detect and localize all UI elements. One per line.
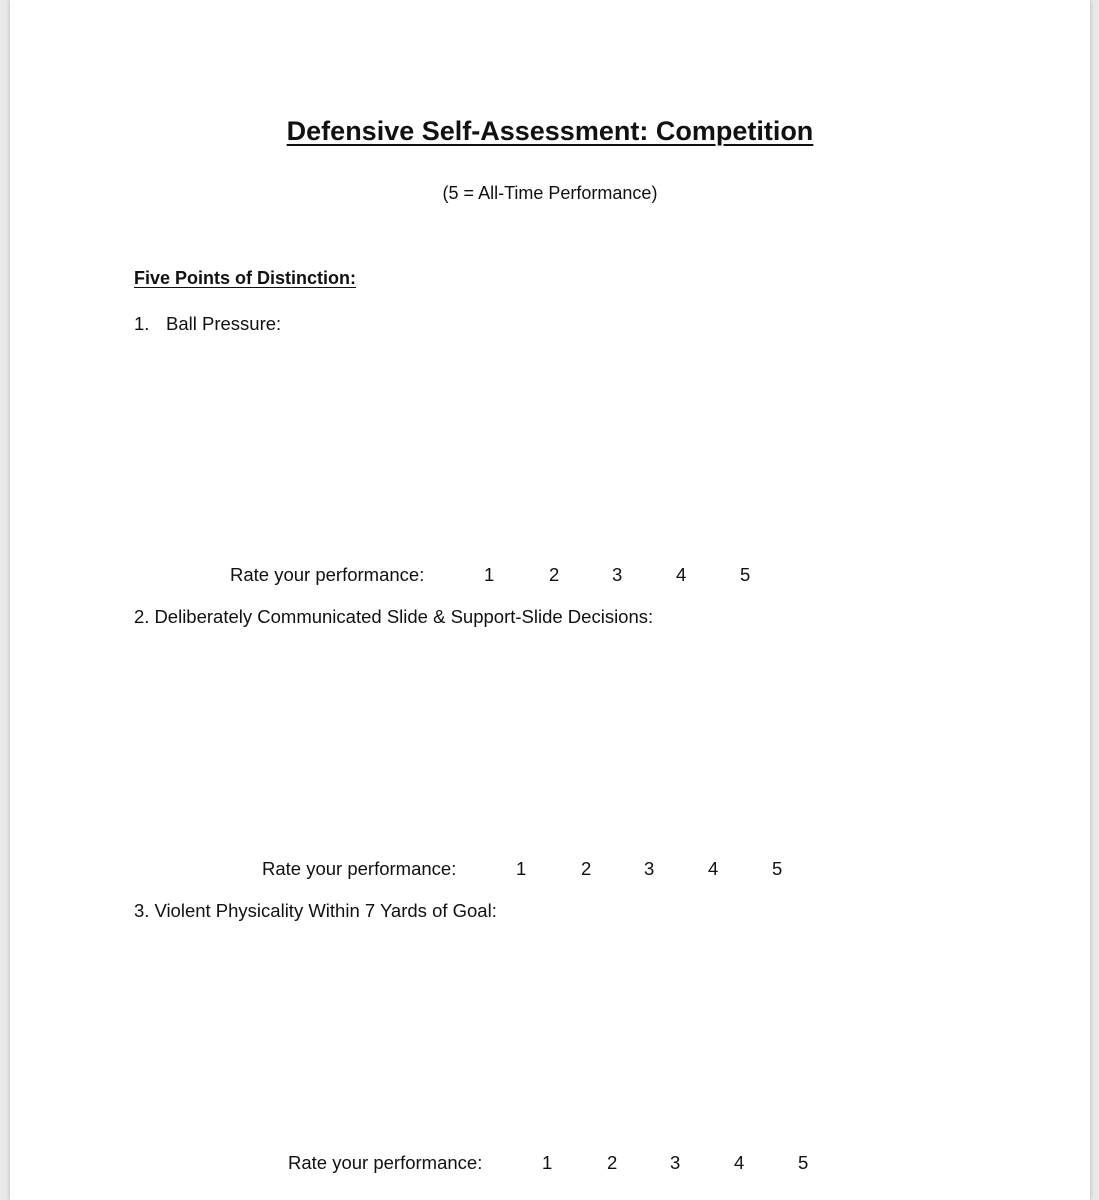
rating-label: Rate your performance:	[288, 1152, 483, 1173]
question-3	[134, 900, 497, 922]
document-subtitle: (5 = All-Time Performance)	[442, 183, 658, 203]
rating-option-3[interactable]: 3	[670, 1152, 681, 1173]
rating-option-4[interactable]: 4	[708, 858, 719, 879]
question-1	[134, 313, 281, 335]
question-number: 2.	[134, 606, 150, 627]
section-heading: Five Points of Distinction:	[134, 268, 357, 288]
rating-option-3[interactable]: 3	[612, 564, 623, 585]
rating-option-3[interactable]: 3	[644, 858, 655, 879]
rating-option-1[interactable]: 1	[516, 858, 527, 879]
rating-option-2[interactable]: 2	[549, 564, 560, 585]
rating-option-5[interactable]: 5	[740, 564, 751, 585]
rating-option-5[interactable]: 5	[798, 1152, 809, 1173]
question-text: Ball Pressure:	[166, 313, 282, 334]
rating-label: Rate your performance:	[230, 564, 425, 585]
rating-option-2[interactable]: 2	[607, 1152, 618, 1173]
rating-option-4[interactable]: 4	[734, 1152, 745, 1173]
rating-option-2[interactable]: 2	[581, 858, 592, 879]
document-page	[10, 0, 1090, 1200]
question-number: 3.	[134, 900, 150, 921]
rating-option-1[interactable]: 1	[542, 1152, 553, 1173]
question-text: Deliberately Communicated Slide & Support-Slide Decisions:	[154, 606, 654, 627]
rating-label: Rate your performance:	[262, 858, 457, 879]
question-text: Violent Physicality Within 7 Yards of Goal:	[154, 900, 497, 921]
document-title: Defensive Self-Assessment: Competition	[286, 116, 814, 146]
question-2	[134, 606, 653, 628]
rating-option-5[interactable]: 5	[772, 858, 783, 879]
question-number: 1.	[134, 313, 150, 334]
rating-option-4[interactable]: 4	[676, 564, 687, 585]
rating-option-1[interactable]: 1	[484, 564, 495, 585]
